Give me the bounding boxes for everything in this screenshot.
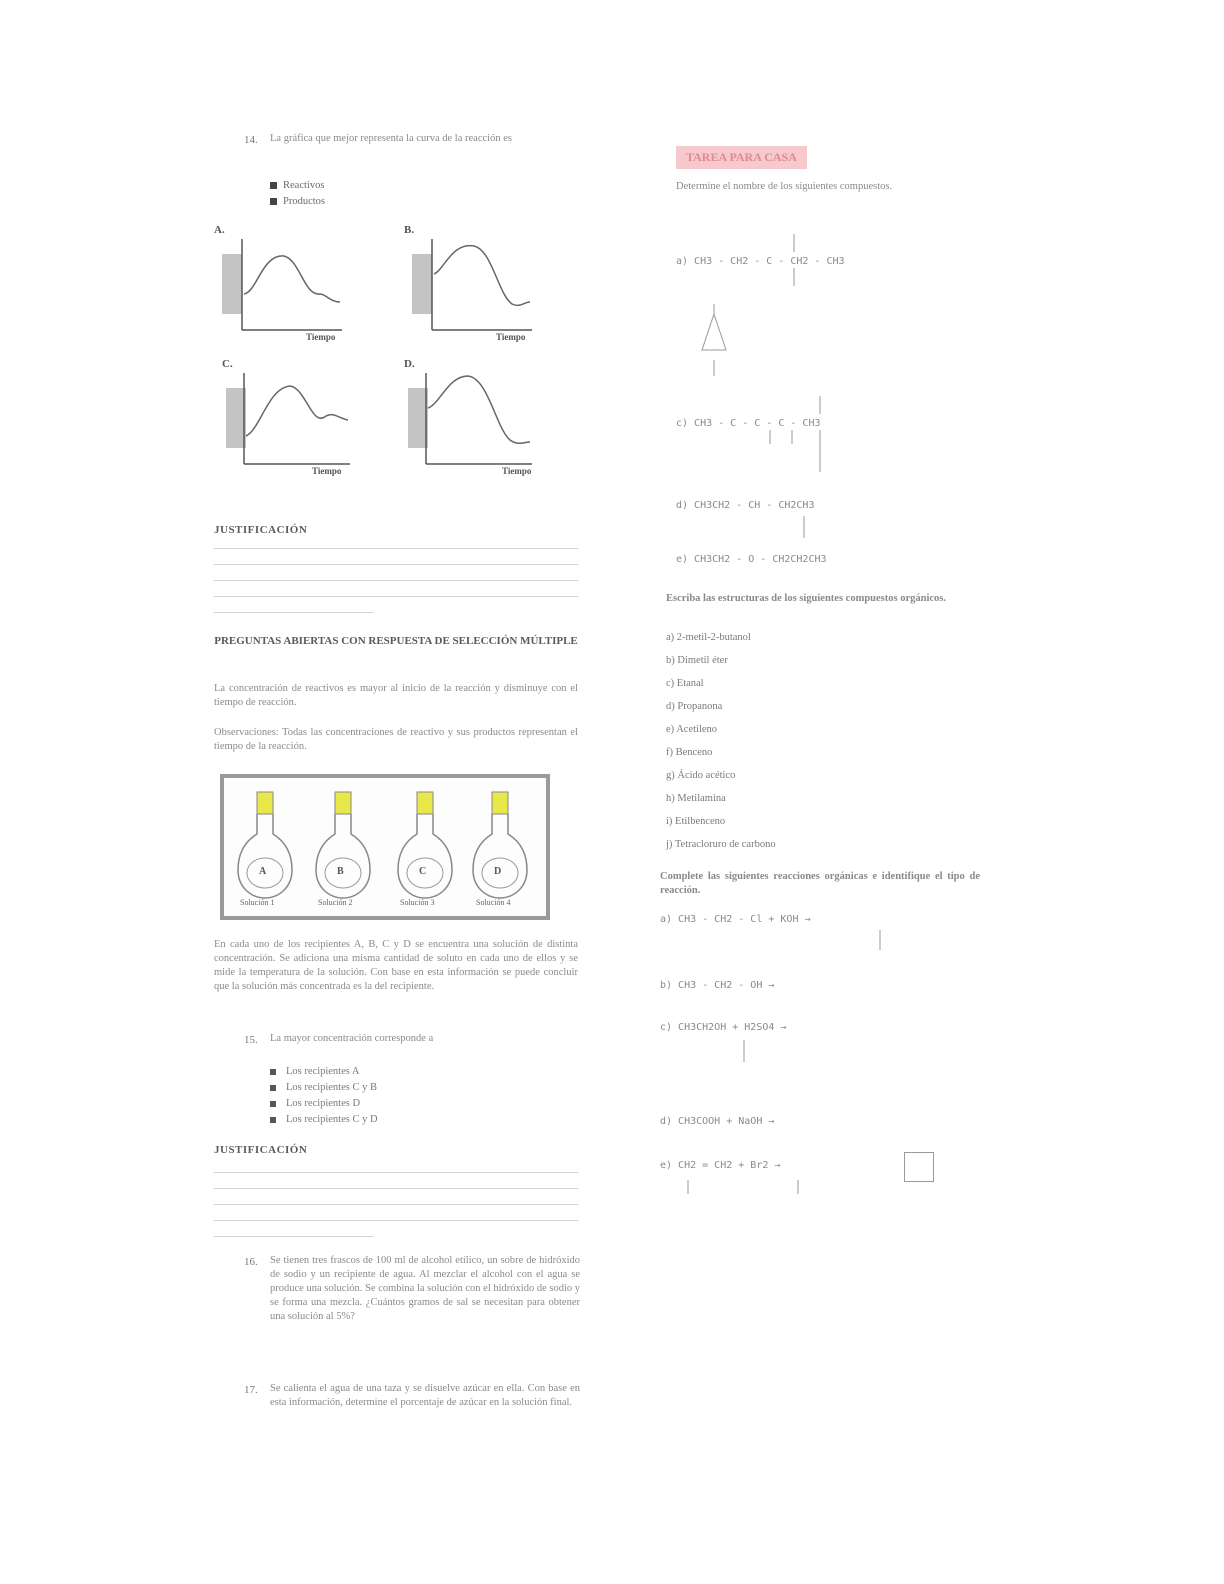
flask-caption: Solución 2 (318, 898, 353, 907)
formula-c-bonds (730, 386, 870, 486)
option-marker-icon (270, 1085, 276, 1091)
reaction-c-bond (730, 1036, 770, 1096)
flask-letter: D (494, 866, 502, 877)
flasks-drawing (224, 778, 546, 916)
justification-heading: JUSTIFICACIÓN (214, 1144, 308, 1156)
paragraph: En cada uno de los recipientes A, B, C y D se encuentra una solución de distinta concentración. Se adiciona una misma cantidad de soluto en cada uno de ellos y se mide la temperatura de la solución. Con base en esta información se puede concluir que la solución más concentrada es la del recipiente. (214, 939, 578, 992)
flask-a-icon (238, 792, 292, 898)
question-text: Se tienen tres frascos de 100 ml de alcohol etílico, un sobre de hidróxido de sodio y un recipiente de agua. Al mezclar el alcohol con el agua se produce una solución. Se combina la solución con el hidróxido de sodio y se forma una mezcla. ¿Cuántos gramos de sal se necesitan para obtener una solución al 5%? (270, 1255, 580, 1322)
legend-productos: Productos (270, 196, 325, 207)
formula-d-bond (790, 512, 820, 542)
graph-label: C. (222, 358, 233, 370)
section-title: PREGUNTAS ABIERTAS CON RESPUESTA DE SELECCIÓN MÚLTIPLE (214, 635, 578, 647)
graph-d (402, 358, 542, 480)
flask-caption: Solución 4 (476, 898, 511, 907)
formula-a-bonds (780, 220, 820, 300)
graph-b-plot (402, 224, 542, 346)
option-b[interactable]: Los recipientes C y B (270, 1082, 377, 1093)
graph-d-plot (402, 358, 542, 480)
compound-name: d) Propanona (666, 701, 723, 712)
graph-a-plot (212, 224, 352, 346)
compound-name: b) Dimetil éter (666, 655, 728, 666)
reaction-e: e) CH2 = CH2 + Br2 → (660, 1160, 781, 1171)
flask-letter: C (419, 866, 427, 877)
graph-label: B. (404, 224, 415, 236)
axis-label: Tiempo (312, 466, 342, 476)
question-text: Se calienta el agua de una taza y se disuelve azúcar en ella. Con base en esta información, determine el porcentaje de azúcar en la solución final. (270, 1383, 580, 1408)
question-number: 14. (244, 134, 258, 146)
legend-reactivos: Reactivos (270, 180, 324, 191)
compound-name: a) 2-metil-2-butanol (666, 632, 751, 643)
answer-line[interactable] (214, 1204, 578, 1205)
question-text: La mayor concentración corresponde a (270, 1033, 434, 1044)
compound-name: i) Etilbenceno (666, 816, 726, 827)
compound-name: g) Ácido acético (666, 770, 736, 781)
flask-caption: Solución 1 (240, 898, 275, 907)
answer-box[interactable] (904, 1152, 934, 1182)
question-number: 17. (244, 1384, 258, 1396)
option-c[interactable]: Los recipientes D (270, 1098, 360, 1109)
reaction-e-bonds (680, 1176, 820, 1236)
paragraph: La concentración de reactivos es mayor al inicio de la reacción y disminuye con el tiempo de reacción. (214, 683, 578, 708)
answer-line[interactable] (214, 1188, 578, 1189)
graph-a (212, 224, 352, 346)
formula-c: c) CH3 - C - C - C - CH3 (676, 418, 821, 429)
compound-name: e) Acetileno (666, 724, 718, 735)
graph-b (402, 224, 542, 346)
option-d[interactable]: Los recipientes C y D (270, 1114, 378, 1125)
formula-a: a) CH3 - CH2 - C - CH2 - CH3 (676, 256, 845, 267)
axis-label: Tiempo (496, 332, 526, 342)
reaction-a-bond (870, 926, 890, 966)
flasks-figure (220, 774, 550, 920)
graph-label: D. (404, 358, 415, 370)
question-number: 16. (244, 1256, 258, 1268)
flask-caption: Solución 3 (400, 898, 435, 907)
axis-label: Tiempo (502, 466, 532, 476)
formula-e: e) CH3CH2 - O - CH2CH2CH3 (676, 554, 827, 565)
answer-line[interactable] (214, 580, 578, 581)
compound-name: h) Metilamina (666, 793, 726, 804)
reaction-d: d) CH3COOH + NaOH → (660, 1116, 775, 1127)
answer-line[interactable] (214, 564, 578, 565)
answer-line[interactable] (214, 1236, 374, 1237)
instructions: Determine el nombre de los siguientes compuestos. (676, 181, 893, 192)
option-marker-icon (270, 1117, 276, 1123)
flask-c-icon (398, 792, 452, 898)
option-a[interactable]: Los recipientes A (270, 1066, 359, 1077)
flask-d-icon (473, 792, 527, 898)
formula-d: d) CH3CH2 - CH - CH2CH3 (676, 500, 815, 511)
question-title: Escriba las estructuras de los siguientes compuestos orgánicos. (666, 593, 946, 604)
graph-label: A. (214, 224, 225, 236)
answer-line[interactable] (214, 1172, 578, 1173)
answer-line[interactable] (214, 596, 578, 597)
graph-c-plot (220, 358, 360, 480)
option-marker-icon (270, 1101, 276, 1107)
question-title: Complete las siguientes reacciones orgánicas e identifique el tipo de reacción. (660, 871, 980, 896)
legend-marker-icon (270, 198, 277, 205)
question-number: 15. (244, 1034, 258, 1046)
flask-letter: B (337, 866, 344, 877)
compound-name: j) Tetracloruro de carbono (666, 839, 776, 850)
answer-line[interactable] (214, 612, 374, 613)
homework-badge: TAREA PARA CASA (676, 146, 807, 169)
paragraph: Observaciones: Todas las concentraciones de reactivo y sus productos representan el tiempo de la reacción. (214, 727, 578, 752)
graph-c (220, 358, 360, 480)
answer-line[interactable] (214, 1220, 578, 1221)
flask-b-icon (316, 792, 370, 898)
formula-b-ring (676, 300, 746, 390)
flask-letter: A (259, 866, 267, 877)
axis-label: Tiempo (306, 332, 336, 342)
option-marker-icon (270, 1069, 276, 1075)
answer-line[interactable] (214, 548, 578, 549)
compound-name: c) Etanal (666, 678, 704, 689)
legend-marker-icon (270, 182, 277, 189)
reaction-c: c) CH3CH2OH + H2SO4 → (660, 1022, 787, 1033)
justification-heading: JUSTIFICACIÓN (214, 524, 308, 536)
question-text: La gráfica que mejor representa la curva de la reacción es (270, 133, 512, 144)
reaction-a: a) CH3 - CH2 - Cl + KOH → (660, 914, 811, 925)
reaction-b: b) CH3 - CH2 - OH → (660, 980, 775, 991)
compound-name: f) Benceno (666, 747, 713, 758)
